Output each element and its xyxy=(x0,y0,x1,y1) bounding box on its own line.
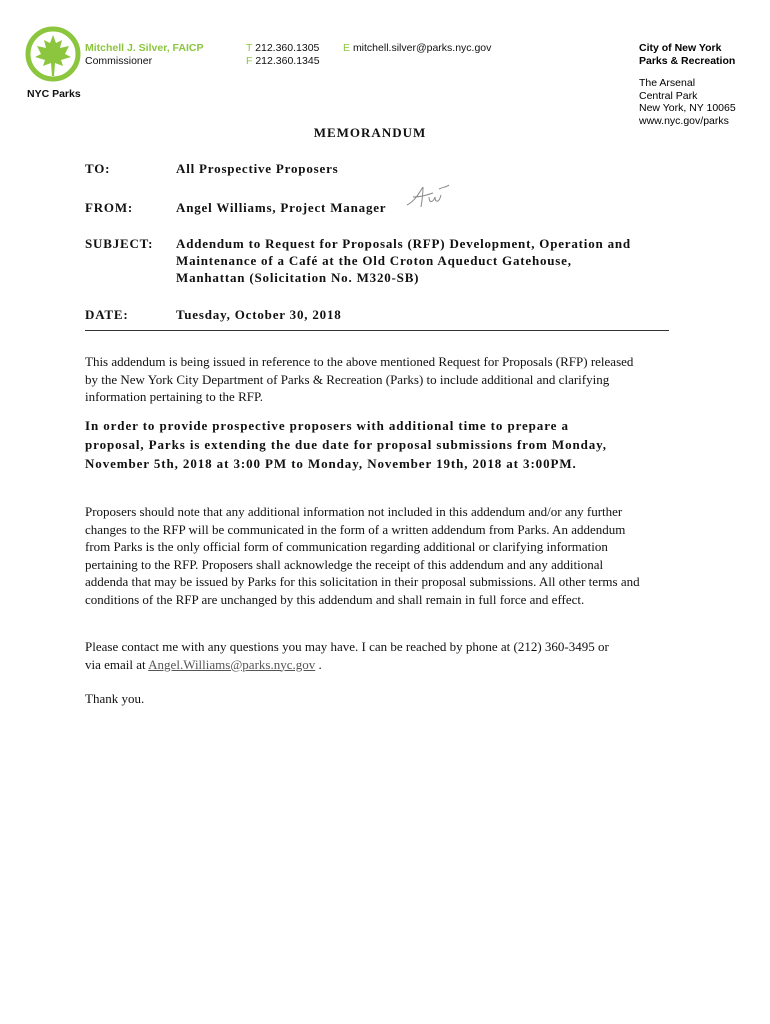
date-label: DATE: xyxy=(85,307,129,322)
contact-email-link[interactable]: Angel.Williams@parks.nyc.gov xyxy=(148,656,316,672)
phone-block xyxy=(246,42,320,67)
to-value: All Prospective Proposers xyxy=(176,161,339,176)
contact-end: . xyxy=(315,656,322,672)
commissioner-block xyxy=(85,42,203,67)
closing: Thank you. xyxy=(85,691,145,706)
logo-text: NYC Parks xyxy=(27,88,81,100)
email-block xyxy=(343,42,491,55)
email-label: E xyxy=(343,42,351,54)
address-line: The Arsenal xyxy=(639,77,696,89)
notice-paragraph: Proposers should note that any additional information not included in this addendum and/or any further changes to the RFP will be communicated in the form of a written addendum from Parks. An addendum from Parks is the only official form of communication regarding additional or clarifying information pertaining to the RFP. Proposers shall acknowledge the receipt of this addendum and any additional addenda that may be issued by Parks for this solicitation in their proposal submissions. All other terms and conditions of the RFP are unchanged by this addendum and shall remain in full force and effect. xyxy=(85,504,640,607)
agency-address xyxy=(639,77,736,127)
subject-label: SUBJECT: xyxy=(85,236,154,251)
from-label: FROM: xyxy=(85,200,134,215)
phone-number: 212.360.1305 xyxy=(255,42,320,54)
agency-line: City of New York xyxy=(639,42,722,54)
contact-paragraph xyxy=(85,638,625,673)
date-value: Tuesday, October 30, 2018 xyxy=(176,307,342,322)
commissioner-title: Commissioner xyxy=(85,54,153,67)
from-value: Angel Williams, Project Manager xyxy=(176,200,387,215)
subject-value: Addendum to Request for Proposals (RFP) Development, Operation and Maintenance of a Café at the Old Croton Aqueduct Gatehouse, Manhattan (Solicitation No. M320-SB) xyxy=(176,236,631,285)
website: www.nyc.gov/parks xyxy=(639,114,729,127)
divider xyxy=(85,330,669,331)
memo-title: MEMORANDUM xyxy=(313,125,427,140)
nyc-parks-leaf-logo xyxy=(25,26,81,84)
fax-label: F xyxy=(246,54,253,67)
address-line: New York, NY 10065 xyxy=(639,102,736,114)
contact-text: Please contact me with any questions you may have. I can be reached by phone at (212) 360-3495 or via email at xyxy=(85,639,609,672)
phone-label: T xyxy=(246,42,253,54)
agency-name xyxy=(639,42,735,67)
intro-paragraph: This addendum is being issued in reference to the above mentioned Request for Proposals (RFP) released by the New York City Department of Parks & Recreation (Parks) to include additional and clarifying information pertaining to the RFP. xyxy=(85,354,634,405)
commissioner-name: Mitchell J. Silver, FAICP xyxy=(85,42,204,54)
signature xyxy=(405,183,453,211)
agency-line: Parks & Recreation xyxy=(639,54,736,67)
address-line: Central Park xyxy=(639,89,698,102)
extension-paragraph: In order to provide prospective proposers with additional time to prepare a proposal, Parks is extending the due date for proposal submissions from Monday, November 5th, 2018 at 3:00 PM to Monday, November 19th, 2018 at 3:00PM. xyxy=(85,418,607,471)
to-label: TO: xyxy=(85,161,111,176)
fax-number: 212.360.1345 xyxy=(255,54,320,67)
email-address: mitchell.silver@parks.nyc.gov xyxy=(352,42,492,54)
